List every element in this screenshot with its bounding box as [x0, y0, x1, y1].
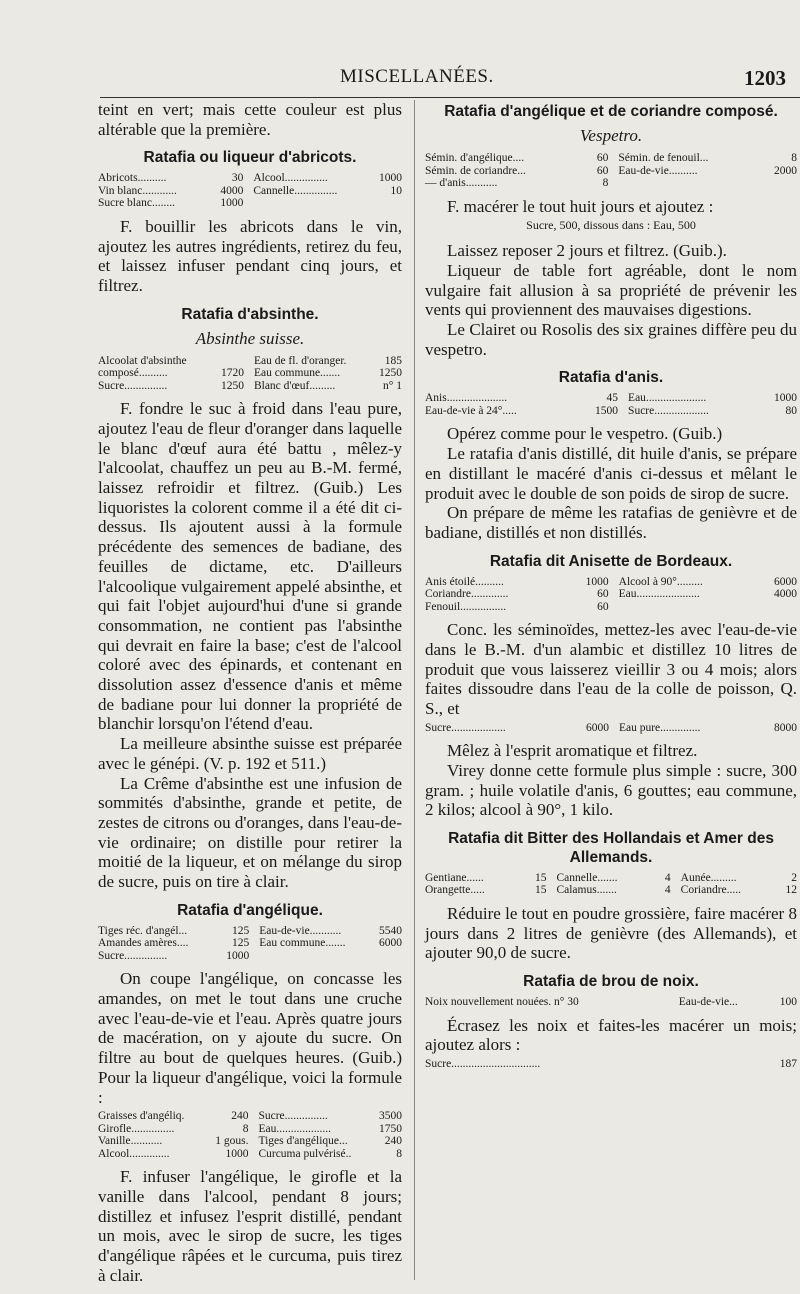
ingredient-qty: 1 gous. — [215, 1135, 249, 1148]
ingredient-name: Sucre................... — [628, 404, 709, 417]
ingredient-qty: 80 — [785, 404, 797, 417]
ingredient-row — [425, 392, 797, 405]
ingredient-row — [98, 1148, 402, 1161]
ingredient-name: Sémin. d'angélique.... — [425, 152, 525, 164]
ingredient-qty: 1750 — [379, 1122, 402, 1135]
ingredient-name: Abricots.......... — [98, 172, 167, 185]
ingredient-row — [98, 172, 402, 185]
paragraph: Laissez reposer 2 jours et filtrez. (Guib.). — [447, 241, 727, 261]
ingredients-vespetro — [425, 152, 797, 190]
paragraph: F. fondre le suc à froid dans l'eau pure, ajoutez l'eau de fleur d'oranger dans laquelle le blanc d'œuf aura été battu , mêlez-y l'alcoolat, chauffez un peu au B.-M. fermé, laissez refroidir et filtrez. (Guib.) Les liquoristes la colorent comme il a été dit ci-dessus. Ils ajoutent aussi à la formule précédente des semences de badiane, des feuilles de dictame, etc. D'ailleurs l'alcoolique vulgairement appelé absinthe, et qui fait l'objet aujourd'hui d'une si grande consommation, ne contient pas l'absinthe qui devrait en faire la base; c'est de l'alcool coloré avec des épinards, et contenant en dissolution assez d'essence d'anis et même de badiane pour lui donner la propriété de blanchir lorsqu'on l'étend d'eau. — [98, 399, 402, 734]
ingredient-row — [98, 1135, 402, 1148]
paragraph: Le Clairet ou Rosolis des six graines diffère peu du vespetro. — [425, 320, 797, 359]
ingredient-name: Fenouil................ — [425, 600, 507, 613]
ingredient-qty: 3500 — [379, 1110, 402, 1123]
ingredient-qty: 1250 — [379, 367, 402, 380]
ingredient-qty: 1000 — [774, 392, 797, 405]
ingredient-qty: 1500 — [595, 404, 619, 417]
ingredient-row — [425, 872, 797, 885]
ingredient-name: Alcool............... — [253, 172, 328, 185]
ingredients-anis — [425, 392, 797, 417]
ingredient-name: Eau..................... — [628, 392, 707, 405]
ingredient-qty: 8000 — [774, 721, 797, 734]
paragraph: Le ratafia d'anis distillé, dit huile d'anis, se prépare en distillant le macéré d'anis ci-dessus et mêlant le produit avec le double de son poids de sirop de sucre. — [425, 444, 797, 503]
section-title-angelique: Ratafia d'angélique. — [177, 901, 323, 919]
ingredient-row — [98, 185, 402, 198]
ingredients-liqueur-angelique — [98, 1110, 402, 1160]
paragraph: Mêlez à l'esprit aromatique et filtrez. — [447, 741, 698, 761]
ingredient-qty: 8 — [242, 1122, 249, 1135]
ingredient-row — [425, 177, 797, 190]
ingredient-name: Eau commune....... — [259, 937, 346, 950]
ingredient-qty: 8 — [396, 1147, 402, 1160]
ingredient-qty: 185 — [384, 354, 402, 367]
ingredients-noix — [425, 996, 797, 1009]
ingredient-qty: 125 — [231, 924, 250, 937]
column-divider — [414, 100, 415, 1280]
ingredient-name: Sémin. de fenouil... — [618, 152, 709, 164]
ingredient-qty: 4 — [664, 871, 671, 884]
ingredient-name: Eau pure.............. — [618, 721, 701, 734]
section-title-absinthe: Ratafia d'absinthe. — [181, 305, 319, 323]
ingredients-bitter — [425, 872, 797, 897]
section-title-abricots: Ratafia ou liqueur d'abricots. — [143, 149, 357, 167]
ingredient-name: Cannelle............... — [253, 184, 338, 197]
ingredient-row — [98, 1123, 402, 1136]
ingredient-qty — [212, 355, 254, 368]
ingredient-qty: 1000 — [220, 197, 244, 210]
paragraph: Virey donne cette formule plus simple : sucre, 300 gram. ; huile volatile d'anis, 6 gouttes; eau commune, 2 kilos; alcool à 90°, 1 kilo. — [425, 760, 797, 820]
ingredient-name: Sucre............................... — [425, 1057, 541, 1070]
ingredient-name: Eau de fl. d'oranger. — [253, 354, 347, 367]
ingredient-qty: 4000 — [220, 184, 244, 197]
ingredient-qty: 240 — [384, 1135, 402, 1148]
ingredient-name: Sucre............... — [98, 949, 168, 962]
ingredient-row — [98, 355, 402, 368]
ingredient-name: Coriandre..... — [680, 884, 742, 897]
paragraph: Conc. les séminoïdes, mettez-les avec l'eau-de-vie dans le B.-M. d'un alambic et distillez 10 litres de produit que vous laisserez vieillir 3 ou 4 mois; alors faites dissoudre dans l'eau de la colle de poisson, Q. S., et — [425, 620, 797, 718]
ingredient-qty: 4000 — [774, 588, 797, 601]
section-subtitle: Absinthe suisse. — [195, 328, 305, 348]
running-title: MISCELLANÉES. — [340, 66, 494, 87]
ingredient-name: Orangette..... — [425, 884, 485, 897]
ingredient-name: Sémin. de coriandre... — [425, 164, 526, 177]
paragraph: On prépare de même les ratafias de genièvre et de badiane, distillés et non distillés. — [425, 503, 797, 542]
ingredient-row — [425, 996, 797, 1009]
ingredient-row — [98, 367, 402, 380]
ingredient-row — [98, 925, 402, 938]
ingredient-name: Cannelle....... — [556, 871, 618, 884]
ingredient-name: Eau-de-vie à 24°..... — [425, 404, 517, 417]
ingredient-qty: 60 — [597, 600, 609, 613]
ingredients-anisette — [425, 576, 797, 614]
ingredient-qty: 240 — [231, 1110, 249, 1123]
ingredients-absinthe — [98, 355, 402, 393]
ingredient-row — [98, 950, 402, 963]
paragraph: Réduire le tout en poudre grossière, faire macérer 8 jours dans 2 litres de genièvre (des Allemands), et ajouter 90,0 de sucre. — [425, 903, 797, 963]
paragraph: La Crême d'absinthe est une infusion de sommités d'absinthe, grande et petite, de zestes de citrons ou d'oranges, dans l'eau-de-vie ordinaire; on distille pour retirer la moitié de la liqueur, et on mélange du sirop de sucre, puis on tire à clair. — [98, 773, 402, 892]
ingredient-row — [425, 405, 797, 418]
ingredient-name: Vin blanc............ — [98, 184, 177, 197]
section-title-vespetro: Ratafia d'angélique et de coriandre composé. — [444, 103, 778, 120]
ingredient-qty: 12 — [785, 884, 797, 897]
ingredient-qty: 60 — [596, 164, 609, 177]
section-title-anis: Ratafia d'anis. — [558, 369, 664, 387]
ingredient-qty: 4 — [664, 884, 671, 897]
ingredient-name: Eau-de-vie........... — [259, 924, 342, 937]
ingredient-qty: 15 — [534, 871, 547, 884]
section-title-anisette: Ratafia dit Anisette de Bordeaux. — [489, 552, 733, 570]
ingredient-qty: 1000 — [379, 172, 402, 185]
ingredient-row — [425, 588, 797, 601]
ingredient-name: — d'anis........... — [425, 177, 498, 189]
ingredient-qty: 60 — [597, 588, 609, 601]
ingredient-row — [425, 152, 797, 165]
left-column — [98, 100, 402, 1285]
ingredient-row — [425, 884, 797, 897]
ingredient-qty: 8 — [791, 152, 797, 164]
ingredient-qty: n° 1 — [383, 379, 402, 392]
ingredient-row — [425, 165, 797, 178]
ingredient-qty: 1720 — [220, 367, 244, 380]
section-title-noix: Ratafia de brou de noix. — [523, 973, 699, 991]
ingredient-qty: 1250 — [220, 379, 244, 392]
ingredient-name: Eau...................... — [618, 588, 700, 601]
ingredients-abricots — [98, 172, 402, 210]
paragraph: Écrasez les noix et faites-les macérer un mois; ajoutez alors : — [425, 1015, 797, 1055]
ingredient-name: Sucre................... — [425, 721, 506, 734]
header-rule — [100, 97, 800, 98]
ingredient-qty: 45 — [606, 392, 619, 405]
ingredient-name: Alcool.............. — [98, 1147, 170, 1160]
ingredient-qty — [663, 996, 678, 1009]
ingredient-name: Sucre............... — [258, 1110, 328, 1123]
ingredient-qty: 6000 — [774, 575, 797, 588]
ingredient-qty: 2000 — [774, 164, 797, 177]
section-subtitle: Vespetro. — [579, 126, 643, 145]
ingredient-qty: 1000 — [585, 575, 609, 588]
ingredient-name: Sucre............... — [98, 379, 168, 392]
paragraph: Opérez comme pour le vespetro. (Guib.) — [447, 424, 723, 444]
ingredient-name: Amandes amères.... — [98, 937, 189, 950]
ingredient-name: Girofle............... — [98, 1122, 175, 1135]
ingredient-name: Vanille........... — [98, 1135, 163, 1148]
ingredient-row — [425, 601, 797, 614]
ingredient-row — [98, 197, 402, 210]
ingredient-name: Curcuma pulvérisé.. — [258, 1147, 352, 1160]
ingredient-name: Eau................... — [258, 1122, 331, 1135]
paragraph: On coupe l'angélique, on concasse les amandes, on met le tout dans une cruche avec l'eau-de-vie et l'eau. Après quatre jours de macération, on y ajoute du sucre. On filtre au bout de quelques heures. (Guib.) Pour la liqueur d'angélique, voici la formule : — [98, 969, 402, 1107]
ingredient-name: Sucre blanc........ — [98, 197, 175, 210]
paragraph: F. bouillir les abricots dans le vin, ajoutez les autres ingrédients, retirez du feu, et laissez infuser pendant cinq jours, et filtrez. — [98, 216, 402, 296]
ingredient-name: composé.......... — [98, 367, 168, 380]
ingredient-row — [425, 722, 797, 735]
ingredients-anisette-sucre — [425, 722, 797, 735]
ingredients-noix-sucre — [425, 1058, 797, 1071]
ingredient-row — [425, 576, 797, 589]
ingredient-qty: 30 — [231, 172, 244, 185]
ingredient-qty: 5540 — [379, 924, 402, 937]
ingredient-name: Tiges d'angélique... — [258, 1135, 348, 1148]
ingredient-qty: 6000 — [585, 721, 609, 734]
ingredient-qty: 10 — [390, 184, 402, 197]
ingredient-qty: 1000 — [225, 1147, 249, 1160]
ingredient-qty: 125 — [231, 937, 250, 950]
ingredients-angelique — [98, 925, 402, 963]
ingredient-name: Noix nouvellement nouées. n° 30 — [425, 996, 579, 1009]
ingredient-qty: 60 — [596, 152, 609, 164]
ingredient-name: Gentiane...... — [425, 871, 484, 884]
ingredient-row — [98, 937, 402, 950]
ingredient-qty: 2 — [791, 871, 797, 884]
intro-paragraph: teint en vert; mais cette couleur est plus altérable que la première. — [98, 100, 402, 139]
ingredient-qty: 100 — [779, 996, 797, 1009]
section-title-bitter: Ratafia dit Bitter des Hollandais et Amer des Allemands. — [448, 829, 774, 866]
ingredient-name: Eau-de-vie.......... — [618, 164, 698, 177]
ingredient-name: Anis..................... — [425, 392, 508, 405]
centered-formula: Sucre, 500, dissous dans : Eau, 500 — [526, 218, 696, 233]
ingredient-name: Eau-de-vie... — [678, 996, 738, 1009]
ingredient-name: Alcoolat d'absinthe — [98, 354, 187, 367]
right-column — [425, 100, 797, 1077]
ingredient-name: Coriandre............. — [425, 588, 509, 601]
ingredient-name: Anis étoilé.......... — [425, 575, 504, 588]
ingredient-qty: 15 — [534, 884, 547, 897]
ingredient-name: Blanc d'œuf......... — [253, 379, 336, 392]
paragraph: Liqueur de table fort agréable, dont le nom vulgaire fait allusion à sa propriété de prévenir les vents qui proviennent des mauvaises digestions. — [425, 260, 797, 320]
ingredient-row — [425, 1058, 797, 1071]
paragraph: La meilleure absinthe suisse est préparée avec le génépi. (V. p. 192 et 511.) — [98, 734, 402, 773]
paragraph: F. macérer le tout huit jours et ajoutez : — [447, 196, 714, 216]
ingredient-name: Calamus....... — [556, 884, 617, 897]
ingredient-qty: 1000 — [226, 949, 250, 962]
ingredient-qty: 6000 — [379, 937, 402, 950]
ingredient-name: Eau commune....... — [253, 367, 341, 380]
ingredient-name: Alcool à 90°......... — [618, 575, 703, 588]
ingredient-qty: 187 — [779, 1057, 797, 1070]
ingredient-name: Tiges réc. d'angél... — [98, 924, 188, 937]
ingredient-name: Aunée......... — [680, 871, 737, 884]
ingredient-row — [98, 380, 402, 393]
ingredient-name: Graisses d'angéliq. — [98, 1110, 185, 1123]
ingredient-row — [98, 1110, 402, 1123]
running-head — [0, 66, 800, 96]
paragraph: F. infuser l'angélique, le girofle et la vanille dans l'alcool, pendant 8 jours; distillez et infusez l'esprit distillé, pendant un mois, avec le sirop de sucre, les tiges d'angélique râpées et le curcuma, puis tirez à clair. — [98, 1167, 402, 1285]
page-number: 1203 — [744, 66, 786, 90]
ingredient-qty: 8 — [602, 177, 609, 189]
